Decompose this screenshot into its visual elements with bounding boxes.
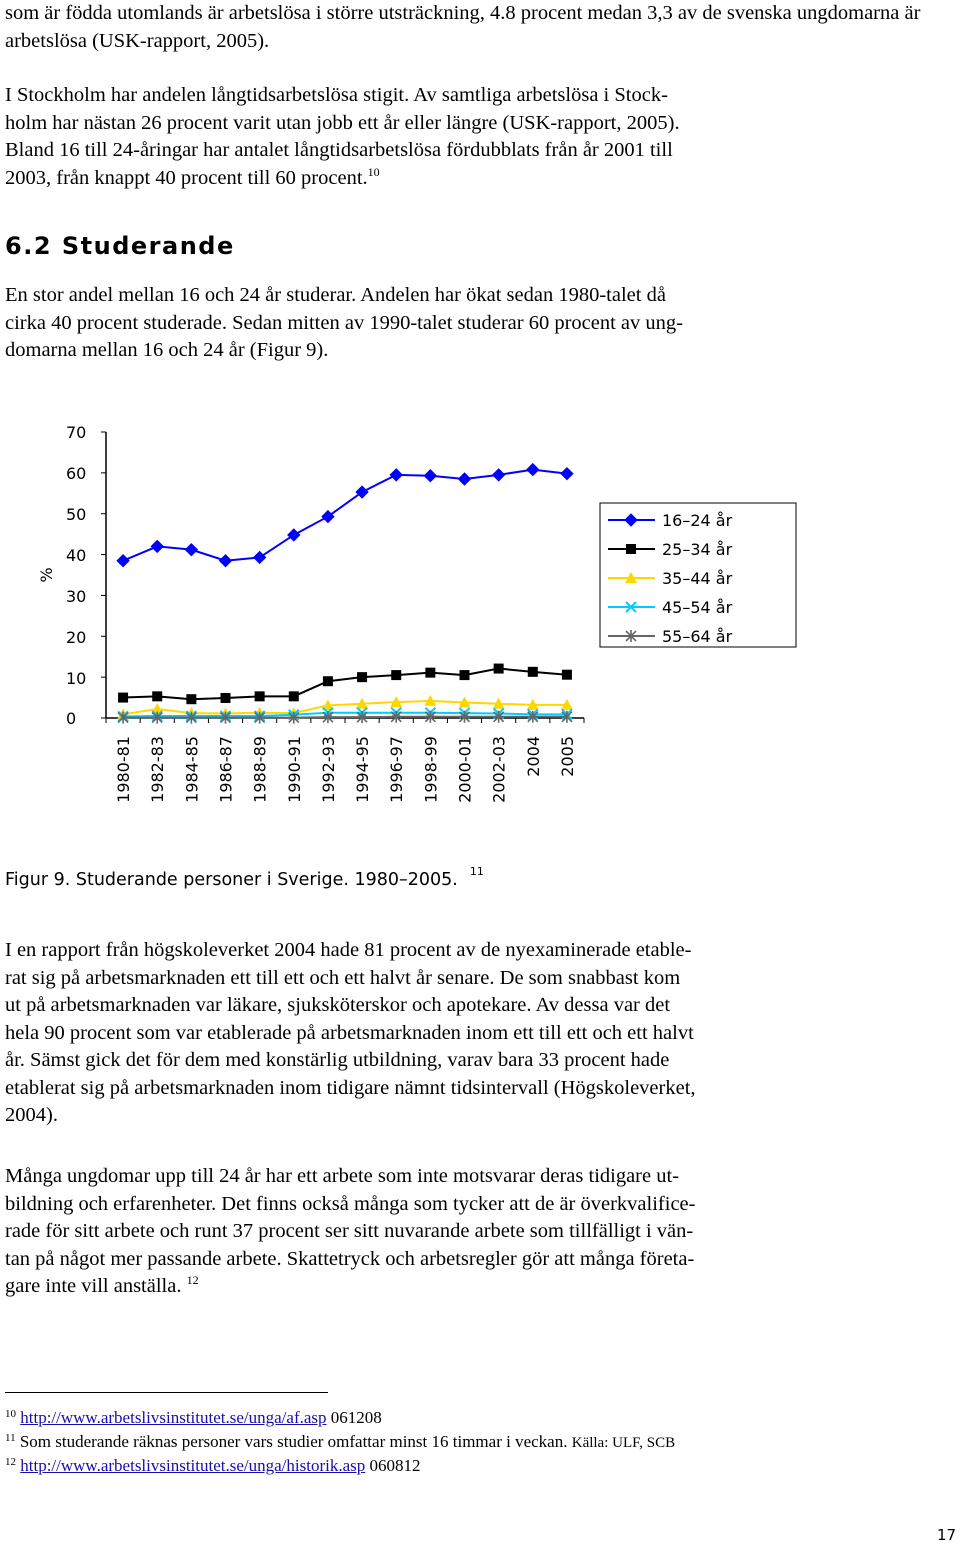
- legend-label: 16–24 år: [662, 511, 733, 530]
- text-line: gare inte vill anställa. $^{12}$: [5, 1273, 199, 1297]
- footnote-12: [5, 1456, 421, 1476]
- data-point: [494, 664, 504, 674]
- footnote-source: Källa: ULF, SCB: [571, 1435, 676, 1451]
- text-line: En stor andel mellan 16 och 24 år studerar. Andelen har ökat sedan 1980-talet då: [5, 284, 666, 306]
- text-line: Bland 16 till 24-åringar har antalet långtidsarbetslösa fördubblats från år 2001 till: [5, 139, 673, 161]
- data-point: [117, 555, 129, 567]
- data-point: [562, 670, 572, 680]
- data-point: [254, 551, 266, 563]
- data-point: [255, 691, 265, 701]
- chart-legend: [600, 503, 796, 647]
- text-line: cirka 40 procent studerade. Sedan mitten av 1990-talet studerar 60 procent av ung-: [5, 311, 683, 334]
- footnote-11: [5, 1432, 675, 1453]
- data-point: [357, 672, 367, 682]
- x-tick-label: 1992-93: [318, 736, 338, 803]
- x-tick-label: 2002-03: [489, 736, 509, 803]
- legend-label: 35–44 år: [662, 569, 733, 588]
- y-tick-label: 40: [66, 546, 87, 565]
- footnote-link[interactable]: http://www.arbetslivsinstitutet.se/unga/af.asp: [20, 1408, 327, 1427]
- x-tick-label: 1998-99: [421, 736, 441, 803]
- x-tick-label: 1980-81: [114, 736, 134, 803]
- data-point: [561, 468, 573, 480]
- x-tick-label: 1984-85: [182, 736, 202, 803]
- legend-label: 55–64 år: [662, 627, 733, 646]
- data-point: [288, 529, 300, 541]
- x-tick-label: 1994-95: [353, 736, 373, 803]
- footnote-divider: [5, 1392, 328, 1393]
- legend-label: 45–54 år: [662, 598, 733, 617]
- x-tick-label: 1988-89: [250, 736, 270, 803]
- text-line: 2003, från knappt 40 procent till 60 procent.$^{10}$: [5, 164, 380, 189]
- text-line: domarna mellan 16 och 24 år (Figur 9).: [5, 339, 329, 361]
- data-point: [151, 540, 163, 552]
- data-point: [390, 469, 402, 481]
- y-tick-label: 0: [66, 709, 77, 728]
- footnote-number: 12: [5, 1456, 16, 1468]
- data-point: [220, 555, 232, 567]
- text-line: Många ungdomar upp till 24 år har ett arbete som inte motsvarar deras tidigare ut-: [5, 1165, 680, 1187]
- data-point: [391, 670, 401, 680]
- data-point: [459, 473, 471, 485]
- data-point: [152, 691, 162, 701]
- data-point: [460, 670, 470, 680]
- paragraph-intro: som är födda utomlands är arbetslösa i större utsträckning, 4.8 procent medan 3,3 av de svenska ungdomarna är arbetslösa (USK-rapport, 2005).: [5, 2, 921, 52]
- x-tick-label: 2000-01: [455, 736, 475, 803]
- series-1: [117, 464, 573, 567]
- text-line: bildning och erfarenheter. Det finns också många som tycker att de är överkvalifice-: [5, 1192, 696, 1215]
- footnote-ref[interactable]: 10: [367, 164, 380, 179]
- chart-series: [117, 464, 573, 724]
- text-line: hela 90 procent som var etablerade på arbetsmarknaden inom ett till ett och ett halvt: [5, 1021, 694, 1044]
- legend-swatch-marker: [626, 544, 636, 554]
- data-point: [527, 464, 539, 476]
- text-line: år. Sämst gick det för dem med konstärlig utbildning, varav bara 33 procent hade: [5, 1049, 670, 1071]
- data-point: [118, 693, 128, 703]
- x-tick-label: 2004: [523, 736, 543, 777]
- y-tick-label: 60: [66, 464, 87, 483]
- data-point: [528, 667, 538, 677]
- text-line: etablerat sig på arbetsmarknaden inom tidigare nämnt tidsintervall (Högskoleverket,: [5, 1076, 696, 1099]
- y-tick-label: 20: [66, 628, 87, 647]
- paragraph-hogskoleverket: [5, 937, 945, 1130]
- x-tick-label: 1996-97: [387, 736, 407, 803]
- footnote-date: 060812: [369, 1456, 421, 1475]
- text-line: 2004).: [5, 1104, 58, 1126]
- paragraph-stockholm: [5, 82, 945, 192]
- paragraph-overkvalificerade: [5, 1163, 945, 1301]
- footnote-number: 11: [5, 1432, 16, 1444]
- data-point: [221, 693, 231, 703]
- y-tick-label: 50: [66, 505, 87, 524]
- y-tick-label: 10: [66, 669, 87, 688]
- text-line: I en rapport från högskoleverket 2004 hade 81 procent av de nyexaminerade etable-: [5, 939, 692, 961]
- figure-caption: Figur 9. Studerande personer i Sverige. 1980–2005. $^{11}$: [5, 865, 484, 890]
- x-tick-label: 1990-91: [284, 736, 304, 803]
- y-axis-label: %: [37, 567, 56, 583]
- section-heading: 6.2 Studerande: [5, 232, 235, 260]
- text-line: rat sig på arbetsmarknaden ett till ett och ett halvt år senare. De som snabbast kom: [5, 966, 681, 989]
- page-number: 17: [937, 1526, 957, 1544]
- chart-axes: [37, 423, 584, 803]
- students-line-chart: [0, 410, 960, 840]
- data-point: [185, 544, 197, 556]
- x-tick-label: 2005: [557, 736, 577, 777]
- legend-label: 25–34 år: [662, 540, 733, 559]
- footnote-10: [5, 1408, 382, 1428]
- data-point: [425, 668, 435, 678]
- footnote-text: Som studerande räknas personer vars studier omfattar minst 16 timmar i veckan.: [19, 1432, 568, 1451]
- text-line: rade för sitt arbete och runt 37 procent ser sitt nuvarande arbete som tillfälligt i vän-: [5, 1220, 694, 1242]
- text-line: tan på något mer passande arbete. Skattetryck och arbetsregler gör att många företa-: [5, 1247, 695, 1270]
- data-point: [493, 469, 505, 481]
- x-tick-label: 1986-87: [216, 736, 236, 803]
- series-2: [118, 664, 572, 705]
- data-point: [424, 470, 436, 482]
- y-tick-label: 30: [66, 587, 87, 606]
- x-tick-label: 1982-83: [148, 736, 168, 803]
- data-point: [323, 676, 333, 686]
- footnote-number: 10: [5, 1408, 16, 1420]
- footnote-date: 061208: [330, 1408, 382, 1427]
- y-tick-label: 70: [66, 423, 87, 442]
- footnote-link[interactable]: http://www.arbetslivsinstitutet.se/unga/historik.asp: [20, 1456, 366, 1475]
- data-point: [186, 694, 196, 704]
- text-line: ut på arbetsmarknaden var läkare, sjuksköterskor och apotekare. Av dessa var det: [5, 994, 671, 1016]
- text-line: holm har nästan 26 procent varit utan jobb ett år eller längre (USK-rapport, 2005).: [5, 111, 680, 134]
- footnote-ref[interactable]: 12: [186, 1273, 199, 1287]
- data-point: [289, 691, 299, 701]
- footnote-ref[interactable]: 11: [469, 865, 484, 878]
- text-line: I Stockholm har andelen långtidsarbetslösa stigit. Av samtliga arbetslösa i Stock-: [5, 84, 668, 106]
- paragraph-studerande: [5, 282, 945, 365]
